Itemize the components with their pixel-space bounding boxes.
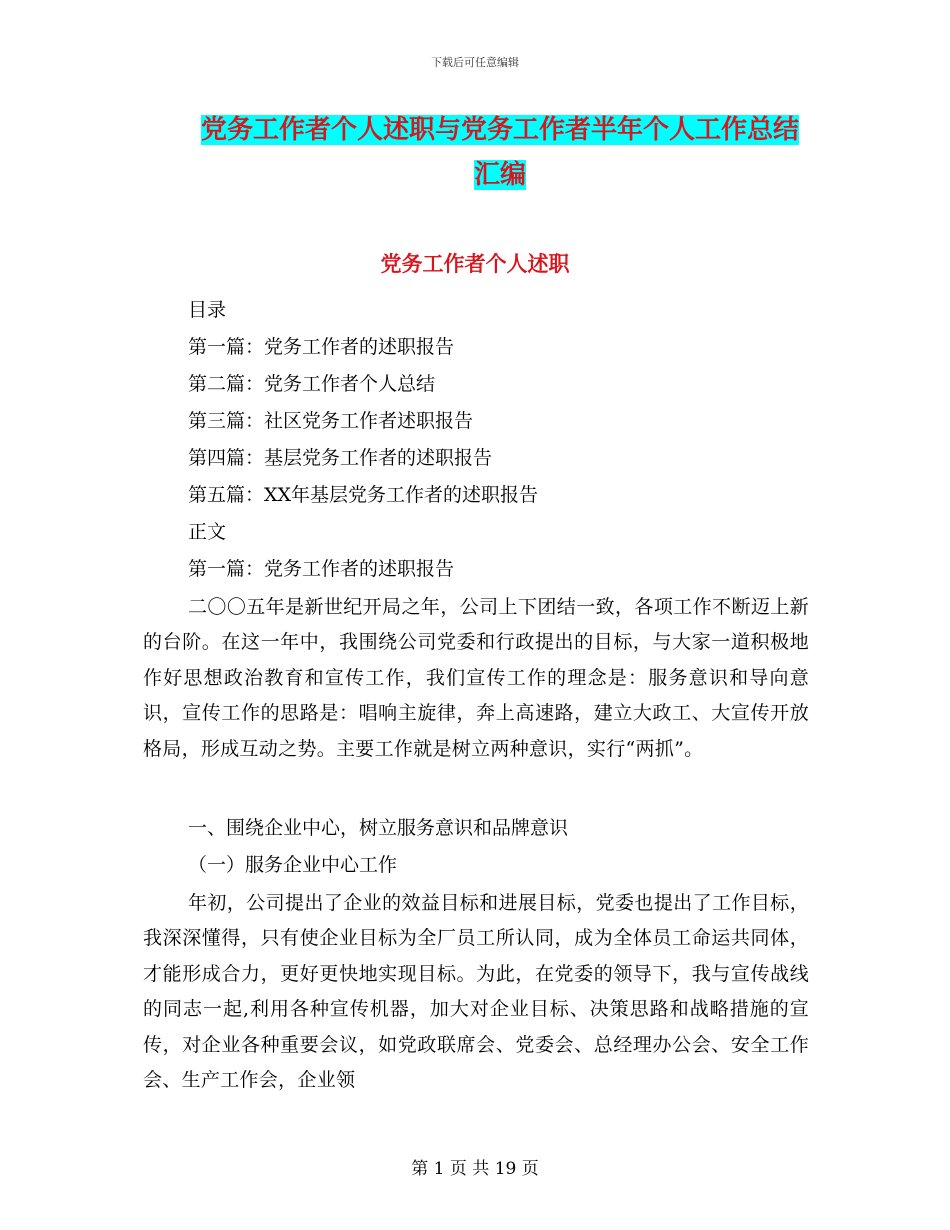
toc-item: 第五篇：XX年基层党务工作者的述职报告 — [188, 484, 539, 506]
subsection-subheading: （一）服务企业中心工作 — [188, 854, 398, 876]
toc-item: 第四篇：基层党务工作者的述职报告 — [188, 447, 493, 469]
toc-item: 第二篇：党务工作者个人总结 — [188, 373, 436, 395]
document-title-line-2: 汇编 — [473, 160, 526, 190]
chapter-heading: 第一篇：党务工作者的述职报告 — [188, 558, 455, 580]
section-heading: 党务工作者个人述职 — [380, 252, 570, 276]
body-label: 正文 — [188, 521, 227, 543]
toc-item: 第三篇：社区党务工作者述职报告 — [188, 410, 474, 432]
document-title-line-1: 党务工作者个人述职与党务工作者半年个人工作总结 — [200, 115, 799, 145]
body-paragraph: 二〇〇五年是新世纪开局之年，公司上下团结一致，各项工作不断迈上新的台阶。在这一年中，我围绕公司党委和行政提出的目标，与大家一道积极地作好思想政治教育和宣传工作，我们宣传工作的理念是：服务意识和导向意识，宣传工作的思路是：唱响主旋律，奔上高速路，建立大政工、大宣传开放格局，形成互动之势。主要工作就是树立两种意识，实行“两抓”。 — [143, 596, 809, 760]
subsection-heading: 一、围绕企业中心，树立服务意识和品牌意识 — [188, 817, 569, 839]
header-note: 下载后可任意编辑 — [431, 56, 519, 69]
page-footer: 第 1 页 共 19 页 — [411, 1159, 539, 1179]
document-title — [190, 108, 810, 198]
toc-label: 目录 — [188, 299, 227, 321]
toc-item: 第一篇：党务工作者的述职报告 — [188, 336, 455, 358]
body-paragraph: 年初，公司提出了企业的效益目标和进展目标，党委也提出了工作目标，我深深懂得，只有使企业目标为全厂员工所认同，成为全体员工命运共同体，才能形成合力，更好更快地实现目标。为此，在党委的领导下，我与宣传战线的同志一起,利用各种宣传机器，加大对企业目标、决策思路和战略措施的宣传，对企业各种重要会议，如党政联席会、党委会、总经理办公会、安全工作会、生产工作会，企业领 — [143, 892, 809, 1092]
